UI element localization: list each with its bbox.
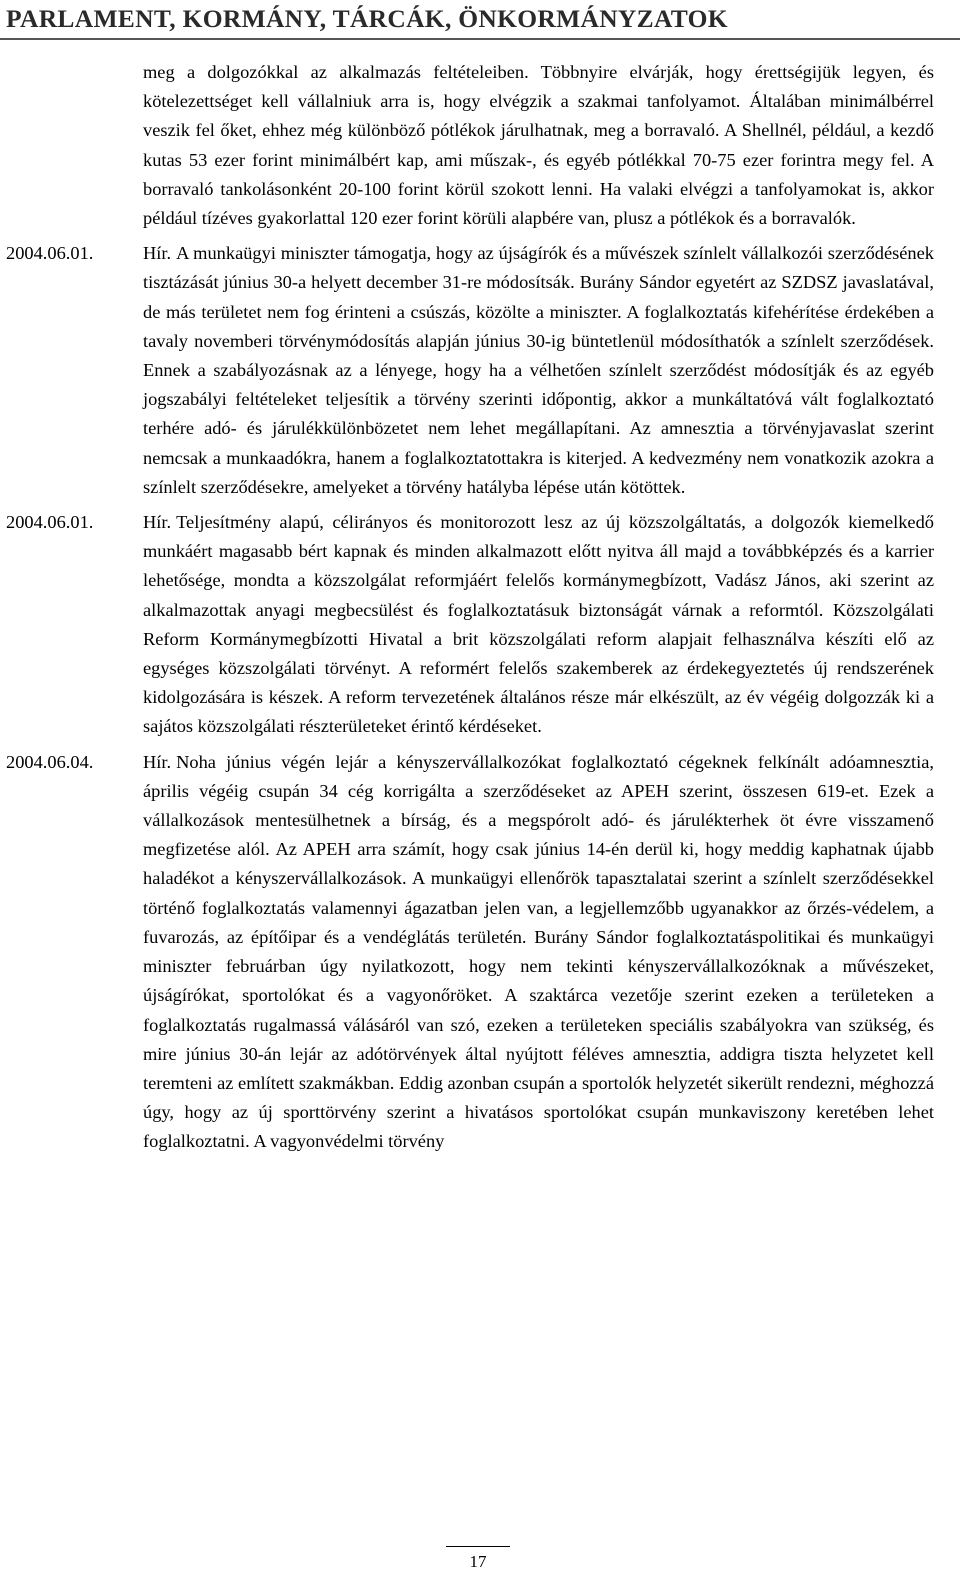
news-entry — [0, 58, 960, 233]
entry-date: 2004.06.04. — [6, 751, 94, 772]
entry-text: meg a dolgozókkal az alkalmazás feltételeiben. Többnyire elvárják, hogy érettségijük legyen, és kötelezettséget kell vállalniuk arra is, hogy elvégzik a szakmai tanfolyamot. Általában minimálbérrel veszik fel őket, ehhez még különböző pótlékok járulhatnak, meg a borravaló. A Shellnél, például, a kezdő kutas 53 ezer forint minimálbért kap, ami műszak-, és egyéb pótlékkal 70-75 ezer forintra megy fel. A borravaló tankolásonként 20-100 forint körül szokott lenni. Ha valaki elvégzi a tanfolyamokat is, akkor például tízéves gyakorlattal 120 ezer forint körüli alapbére van, plusz a pótlékok és a borravalók. — [143, 62, 934, 229]
entry-text: A munkaügyi miniszter támogatja, hogy az újságírók és a művészek színlelt vállalkozói szerződésének tisztázását június 30-a helyett december 31-re módosítsák. Burány Sándor egyetért az SZDSZ javaslatával, de más területet nem fog érinteni a csúszás, közölte a miniszter. A foglalkoztatás kifehérítése érdekében a tavaly novemberi törvénymódosítás alapján június 30-ig büntetlenül módosíthatók a színlelt szerződések. Ennek a szabályozásnak az a lényege, hogy ha a vélhetően színlelt szerződést módosítják és az egyéb jogszabályi feltételeket teljesítik a törvény szerinti időpontig, akkor a munkáltatóvá vált foglalkoztató terhére adó- és járulékkülönbözetet nem lehet megállapítani. Az amnesztia a törvényjavaslat szerint nemcsak a munkaadókra, hanem a foglalkoztatottakra is kiterjed. A kedvezmény nem vonatkozik azokra a színlelt szerződésekre, amelyeket a törvény hatályba lépése után kötöttek. — [143, 243, 934, 497]
running-header-title: PARLAMENT, KORMÁNY, TÁRCÁK, ÖNKORMÁNYZATOK — [6, 4, 728, 33]
entry-date: 2004.06.01. — [6, 243, 94, 264]
entry-body — [143, 508, 934, 742]
entry-tag: Hír. — [143, 751, 172, 772]
header-divider — [0, 38, 960, 40]
entry-date: 2004.06.01. — [6, 512, 94, 533]
entry-body — [143, 239, 934, 502]
news-entry — [0, 748, 960, 1157]
news-list — [0, 58, 960, 1163]
entry-tag: Hír. — [143, 243, 172, 264]
entry-tag: Hír. — [143, 512, 172, 533]
news-entry — [0, 508, 960, 742]
footer-divider — [446, 1546, 510, 1547]
page-header — [0, 0, 960, 40]
entry-text: Noha június végén lejár a kényszervállalkozókat foglalkoztató cégeknek felkínált adóamnesztia, április végéig csupán 34 cég korrigálta a szerződéseket az APEH szerint, összesen 619-et. Ezek a vállalkozások mentesülhetnek a bírság, és a megspórolt adó- és járulékterhek öt évre visszamenő megfizetése alól. Az APEH arra számít, hogy csak június 14-én derül ki, hogy meddig kaphatnak újabb haladékot a kényszervállalkozások. A munkaügyi ellenőrök tapasztalatai szerint a színlelt szerződésekkel történő foglalkoztatás valamennyi ágazatban jelen van, a legjellemzőbb ugyanakkor az őrzés-védelem, a fuvarozás, az építőipar és a vendéglátás területén. Burány Sándor foglalkoztatáspolitikai és munkaügyi miniszter februárban úgy nyilatkozott, hogy nem tekinti kényszervállalkozóknak a művészeket, újságírókat, sportolókat és a vagyonőröket. A szaktárca vezetője szerint ezeken a területeken a foglalkoztatás rugalmassá válásáról van szó, ezeken a területeken speciális szabályokra van szükség, és mire június 30-án lejár az adótörvények által nyújtott féléves amnesztia, addigra tiszta helyzetet kell teremteni az említett szakmákban. Eddig azonban csupán a sportolók helyzetét sikerült rendezni, méghozzá úgy, hogy az új sporttörvény szerint a hivatásos sportolókat csupán munkaviszony keretében lehet foglalkoztatni. A vagyonvédelmi törvény — [143, 751, 934, 1152]
entry-body — [143, 748, 934, 1157]
page-footer — [0, 1544, 960, 1591]
entry-text: Teljesítmény alapú, célirányos és monitorozott lesz az új közszolgáltatás, a dolgozók kiemelkedő munkáért magasabb bért kapnak és minden alkalmazott előtt nyitva áll majd a továbbképzés és a karrier lehetősége, mondta a közszolgálat reformjáért felelős kormánymegbízott, Vadász János, aki szerint az alkalmazottak anyagi megbecsülést és foglalkoztatásuk biztonságát várnak a reformtól. Közszolgálati Reform Kormánymegbízotti Hivatal a brit közszolgálati reform alapjait felhasználva készíti elő az egységes közszolgálati törvényt. A reformért felelős szakemberek az érdekegyeztetés új rendszerének kidolgozására is készek. A reform tervezetének általános része már elkészült, az év végéig dolgozzák ki a sajátos közszolgálati részterületeket érintő kérdéseket. — [143, 512, 934, 737]
news-entry — [0, 239, 960, 502]
page-number: 17 — [469, 1552, 487, 1571]
entry-body — [143, 58, 934, 233]
